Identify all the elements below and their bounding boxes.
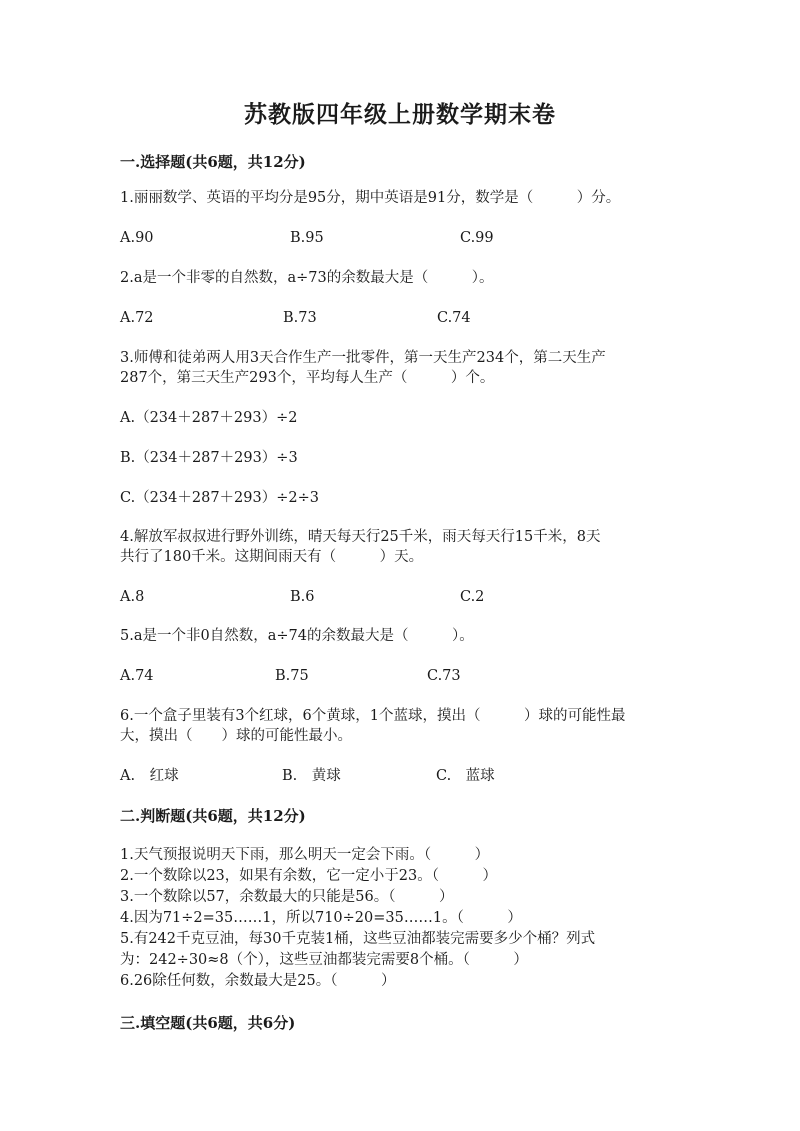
question-stem-continued: 287个，第三天生产293个，平均每人生产（ ）个。 <box>120 370 495 386</box>
option-c[interactable]: C.2 <box>460 589 485 605</box>
option-c[interactable]: C.74 <box>437 310 471 326</box>
section-heading-fill: 三.填空题(共6题，共6分) <box>120 1014 296 1032</box>
judge-item: 6.26除任何数，余数最大是25。（ ） <box>120 973 396 989</box>
option-c[interactable]: C.（234＋287＋293）÷2÷3 <box>120 490 319 506</box>
judge-item: 2.一个数除以23，如果有余数，它一定小于23。（ ） <box>120 868 497 884</box>
judge-item: 1.天气预报说明天下雨，那么明天一定会下雨。（ ） <box>120 847 490 863</box>
question-stem: 1.丽丽数学、英语的平均分是95分，期中英语是91分，数学是（ ）分。 <box>120 190 621 206</box>
option-b[interactable]: B.6 <box>290 589 315 605</box>
option-b[interactable]: B. 黄球 <box>282 768 341 784</box>
option-b[interactable]: B.95 <box>290 230 324 246</box>
option-a[interactable]: A.（234＋287＋293）÷2 <box>120 410 298 426</box>
option-b[interactable]: B.73 <box>283 310 317 326</box>
judge-item: 5.有242千克豆油，每30千克装1桶，这些豆油都装完需要多少个桶？列式 <box>120 931 596 947</box>
section-heading-choice: 一.选择题(共6题，共12分) <box>120 153 306 171</box>
option-b[interactable]: B.75 <box>275 668 309 684</box>
question-stem: 5.a是一个非0自然数，a÷74的余数最大是（ ）。 <box>120 628 474 644</box>
question-stem-continued: 大，摸出（ ）球的可能性最小。 <box>120 728 352 744</box>
option-c[interactable]: C.99 <box>460 230 494 246</box>
page-title: 苏教版四年级上册数学期末卷 <box>244 101 556 128</box>
option-a[interactable]: A.8 <box>120 589 145 605</box>
question-stem: 4.解放军叔叔进行野外训练，晴天每天行25千米，雨天每天行15千米，8天 <box>120 529 601 545</box>
question-stem: 3.师傅和徒弟两人用3天合作生产一批零件，第一天生产234个，第二天生产 <box>120 350 606 366</box>
question-stem: 2.a是一个非零的自然数，a÷73的余数最大是（ ）。 <box>120 270 494 286</box>
section-heading-judge: 二.判断题(共6题，共12分) <box>120 807 306 825</box>
judge-item-continued: 为：242÷30≈8（个），这些豆油都装完需要8个桶。（ ） <box>120 952 528 968</box>
judge-item: 4.因为71÷2=35……1，所以710÷20=35……1。（ ） <box>120 910 522 926</box>
option-a[interactable]: A.72 <box>120 310 154 326</box>
option-c[interactable]: C. 蓝球 <box>436 768 495 784</box>
option-b[interactable]: B.（234＋287＋293）÷3 <box>120 450 298 466</box>
option-a[interactable]: A.90 <box>120 230 154 246</box>
option-c[interactable]: C.73 <box>427 668 461 684</box>
judge-item: 3.一个数除以57，余数最大的只能是56。（ ） <box>120 889 454 905</box>
option-a[interactable]: A.74 <box>120 668 154 684</box>
question-stem: 6.一个盒子里装有3个红球，6个黄球，1个蓝球，摸出（ ）球的可能性最 <box>120 708 626 724</box>
option-a[interactable]: A. 红球 <box>120 768 179 784</box>
question-stem-continued: 共行了180千米。这期间雨天有（ ）天。 <box>120 549 424 565</box>
